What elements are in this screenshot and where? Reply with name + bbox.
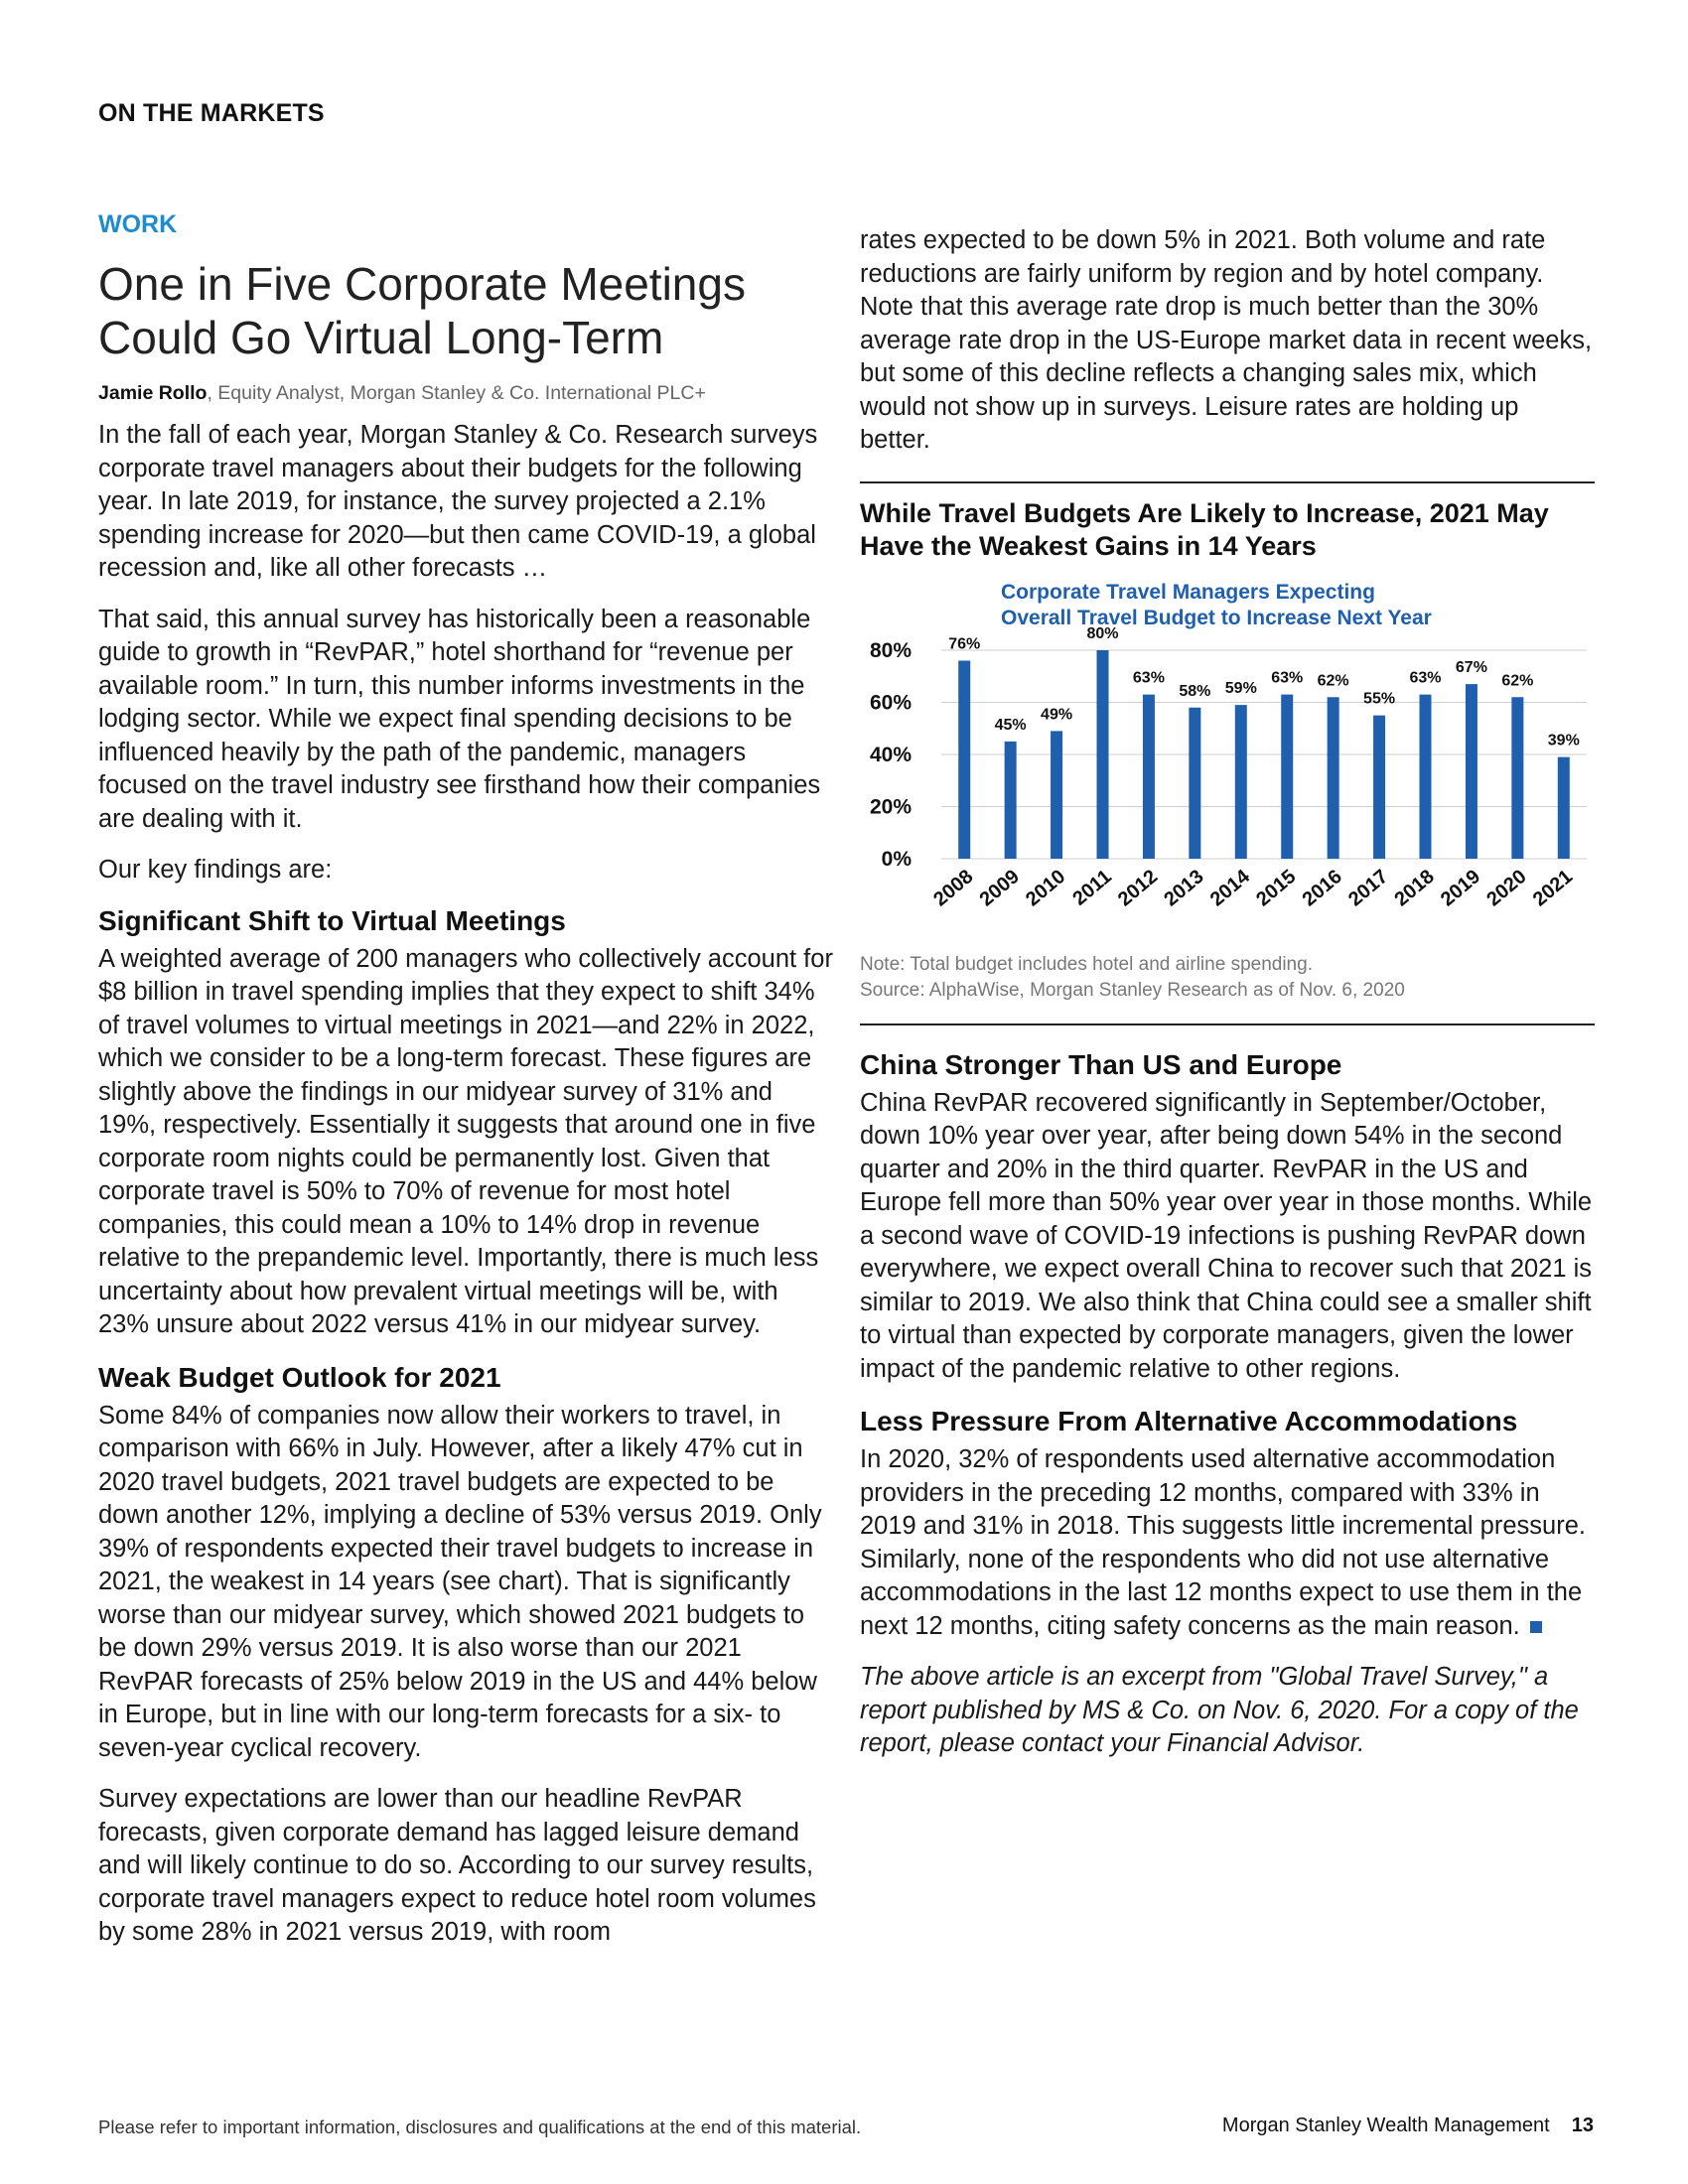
end-mark-icon (1530, 1621, 1542, 1633)
chart-bottom-rule (860, 1024, 1595, 1025)
bar (1420, 694, 1432, 858)
chart-title-line-1: Corporate Travel Managers Expecting (1001, 580, 1375, 604)
x-tick-label: 2010 (1022, 865, 1070, 910)
data-label: 63% (1271, 669, 1304, 687)
bar (1466, 684, 1477, 859)
author-name: Jamie Rollo (98, 382, 208, 404)
author-role: , Equity Analyst, Morgan Stanley & Co. International PLC+ (207, 382, 706, 404)
bar (1511, 697, 1523, 859)
data-label: 80% (1086, 624, 1119, 642)
x-tick-label: 2016 (1298, 865, 1346, 910)
data-label: 62% (1501, 671, 1534, 689)
bar (1558, 756, 1570, 858)
x-tick-label: 2020 (1482, 865, 1531, 910)
data-label: 49% (1041, 705, 1073, 723)
data-label: 63% (1132, 669, 1165, 687)
chart-note (860, 952, 1595, 1004)
bar (1373, 715, 1385, 858)
bar (958, 660, 970, 859)
subhead-budget-outlook: Weak Budget Outlook for 2021 (98, 1361, 501, 1393)
x-tick-label: 2019 (1436, 865, 1485, 910)
y-tick-label: 40% (869, 743, 912, 766)
paragraph-findings-intro: Our key findings are: (98, 856, 333, 884)
left-column (98, 210, 833, 1968)
paragraph-alt-accommodations (860, 1443, 1595, 1643)
bar (1051, 731, 1062, 859)
footer-disclaimer: Please refer to important information, disclosures and qualifications at the end of this material. (98, 2116, 862, 2137)
data-label: 45% (994, 716, 1027, 734)
data-label: 62% (1317, 671, 1349, 689)
chart (860, 571, 1595, 946)
x-tick-label: 2009 (975, 865, 1024, 910)
article-title: One in Five Corporate Meetings Could Go Virtual Long-Term (98, 258, 746, 363)
section-label: ON THE MARKETS (98, 99, 325, 127)
footer-brand-block (1222, 2115, 1594, 2137)
bar (1235, 705, 1247, 859)
data-label: 59% (1224, 679, 1257, 697)
chart-heading: While Travel Budgets Are Likely to Increase, 2021 May Have the Weakest Gains in 14 Years (860, 497, 1549, 561)
article-kicker: WORK (98, 210, 178, 238)
x-tick-label: 2011 (1068, 865, 1116, 910)
x-tick-label: 2012 (1113, 865, 1163, 910)
chart-source: Source: AlphaWise, Morgan Stanley Research as of Nov. 6, 2020 (860, 979, 1405, 1001)
bar (1189, 707, 1200, 858)
data-label: 55% (1363, 690, 1396, 708)
data-label: 39% (1547, 732, 1580, 750)
paragraph-virtual-meetings: A weighted average of 200 managers who collectively account for $8 billion in travel spending implies that they expect to shift 34% of travel volumes to virtual meetings in 2021—and 22% in 2022, which we consider to be a long-term forecast. These figures are slightly above the findings in our midyear survey of 31% and 19%, respectively. Essentially it suggests that around one in five corporate room nights could be permanently lost. Given that corporate travel is 50% to 70% of revenue for most hotel companies, this could mean a 10% to 14% drop in revenue relative to the prepandemic level. Importantly, there is much less uncertainty about how prevalent virtual meetings will be, with 23% unsure about 2022 versus 41% in our midyear survey. (98, 944, 833, 1338)
paragraph-rates: rates expected to be down 5% in 2021. Both volume and rate reductions are fairly uniform by region and by hotel company. Note that this average rate drop is much better than the 30% average rate drop in the US-Europe market data in recent weeks, but some of this decline reflects a changing sales mix, which would not show up in surveys. Leisure rates are holding up better. (860, 226, 1593, 454)
bar (1328, 697, 1339, 859)
x-tick-label: 2014 (1205, 865, 1254, 910)
bar (1097, 650, 1109, 859)
byline (98, 382, 833, 405)
bar (1143, 694, 1155, 858)
chart-title-line-2: Overall Travel Budget to Increase Next Year (1001, 606, 1432, 629)
x-tick-label: 2008 (929, 865, 978, 910)
y-tick-label: 20% (869, 795, 912, 818)
page-number: 13 (1571, 2115, 1594, 2136)
closing-note: The above article is an excerpt from "Global Travel Survey," a report published by MS & Co. on Nov. 6, 2020. For a copy of the report, please contact your Financial Advisor. (860, 1663, 1579, 1757)
chart-note-text: Note: Total budget includes hotel and airline spending. (860, 953, 1313, 975)
x-tick-label: 2013 (1160, 865, 1208, 910)
x-tick-label: 2015 (1252, 865, 1301, 910)
subhead-alt-accommodations: Less Pressure From Alternative Accommodations (860, 1406, 1518, 1436)
data-label: 63% (1409, 669, 1442, 687)
y-tick-label: 60% (869, 691, 912, 714)
paragraph-china: China RevPAR recovered significantly in September/October, down 10% year over year, after being down 54% in the second quarter and 20% in the third quarter. RevPAR in the US and Europe fell more than 50% year over year in those months. While a second wave of COVID-19 infections is pushing RevPAR down everywhere, we expect overall China to recover such that 2021 is similar to 2019. We also think that China could see a smaller shift to virtual than expected by corporate managers, given the lower impact of the pandemic relative to other regions. (860, 1088, 1593, 1383)
right-column (860, 224, 1595, 1779)
subhead-china: China Stronger Than US and Europe (860, 1048, 1342, 1080)
paragraph-alt-text: In 2020, 32% of respondents used alternative accommodation providers in the preceding 12 months, compared with 33% in 2019 and 31% in 2018. This suggests little incremental pressure. Similarly, none of the respondents who did not use alternative accommodations in the last 12 months expect to use them in the next 12 months, citing safety concerns as the main reason. (860, 1445, 1586, 1640)
x-tick-label: 2018 (1390, 865, 1439, 910)
data-label: 67% (1455, 658, 1487, 676)
footer-brand: Morgan Stanley Wealth Management (1221, 2115, 1550, 2136)
y-tick-label: 80% (869, 638, 912, 662)
bar (1005, 741, 1017, 858)
data-label: 58% (1179, 682, 1211, 700)
paragraph-survey-expectations: Survey expectations are lower than our headline RevPAR forecasts, given corporate demand has lagged leisure demand and will likely continue to do so. According to our survey results, corporate travel managers expect to reduce hotel room volumes by some 28% in 2021 versus 2019, with room (98, 1785, 816, 1946)
paragraph-intro: In the fall of each year, Morgan Stanley & Co. Research surveys corporate travel managers about their budgets for the following year. In late 2019, for instance, the survey projected a 2.1% spending increase for 2020—but then came COVID-19, a global recession and, like all other forecasts … (98, 421, 818, 582)
subhead-virtual-meetings: Significant Shift to Virtual Meetings (98, 904, 566, 936)
data-label: 76% (948, 635, 981, 652)
chart-top-rule (860, 481, 1595, 483)
bar (1281, 694, 1293, 858)
paragraph-revpar: That said, this annual survey has historically been a reasonable guide to growth in “RevPAR,” hotel shorthand for “revenue per available room.” In turn, this number informs investments in the lodging sector. While we expect final spending decisions to be influenced heavily by the path of the pandemic, managers focused on the travel industry see firsthand how their companies are dealing with it. (98, 605, 821, 833)
paragraph-budget-outlook: Some 84% of companies now allow their workers to travel, in comparison with 66% in July. However, after a likely 47% cut in 2020 travel budgets, 2021 travel budgets are expected to be down another 12%, implying a decline of 53% versus 2019. Only 39% of respondents expected their travel budgets to increase in 2021, the weakest in 14 years (see chart). That is significantly worse than our midyear survey, which showed 2021 budgets to be down 29% versus 2019. It is also worse than our 2021 RevPAR forecasts of 25% below 2019 in the US and 44% below in Europe, but in line with our long-term forecasts for a six- to seven-year cyclical recovery. (98, 1401, 822, 1762)
bar-chart-svg (860, 571, 1595, 946)
x-tick-label: 2017 (1344, 865, 1393, 910)
x-tick-label: 2021 (1528, 865, 1577, 910)
y-tick-label: 0% (881, 847, 912, 871)
